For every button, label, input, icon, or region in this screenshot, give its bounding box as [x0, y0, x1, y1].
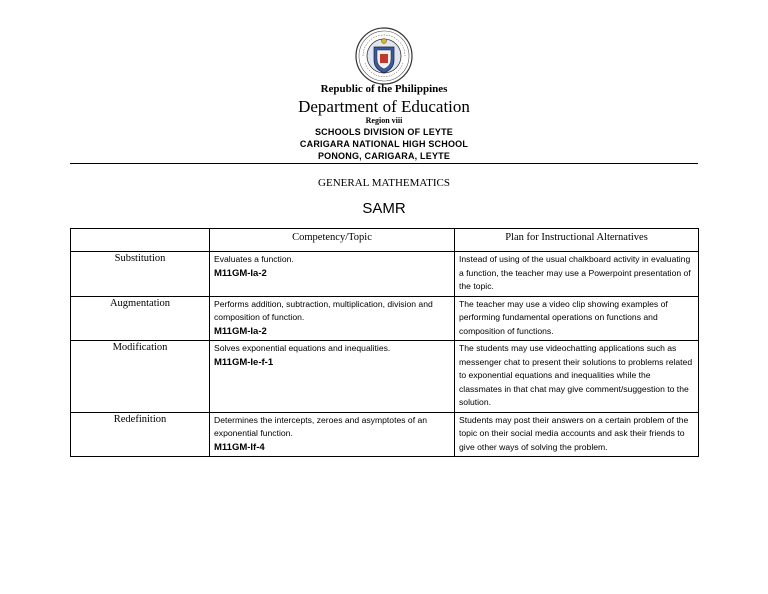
table-row [71, 252, 699, 297]
plan-text: Instead of using of the usual chalkboard activity in evaluating a function, the teacher may use a Powerpoint presentation of the topic. [455, 252, 699, 297]
plan-text: The students may use videochatting applications such as messenger chat to present their solutions to problems related to exponential equations and inequalities while the classmates in that chat may give comment/suggestion to the solution. [455, 341, 699, 413]
competency-cell [210, 412, 455, 457]
page-title: SAMR [362, 200, 406, 217]
competency-code: M11GM-Ie-f-1 [214, 356, 274, 368]
samr-table [70, 228, 699, 457]
table-header-row [71, 229, 699, 252]
competency-text: Evaluates a function. [214, 254, 294, 264]
plan-text: The teacher may use a video clip showing examples of performing fundamental operations on functions and composition of functions. [455, 296, 699, 341]
subject-title: GENERAL MATHEMATICS [318, 177, 450, 189]
deped-seal-logo [355, 27, 413, 85]
competency-code: M11GM-If-4 [214, 441, 265, 453]
header-divider [70, 163, 698, 164]
republic-line: Republic of the Philippines [320, 83, 448, 95]
plan-text: Students may post their answers on a certain problem of the topic on their social media accounts and ask their friends to give other ways of solving the problem. [455, 412, 699, 457]
samr-level: Substitution [71, 252, 210, 297]
competency-cell [210, 341, 455, 413]
column-header-competency: Competency/Topic [210, 229, 455, 252]
department-title: Department of Education [298, 97, 470, 116]
school-address: PONONG, CARIGARA, LEYTE [317, 151, 451, 161]
samr-level: Augmentation [71, 296, 210, 341]
region-line: Region viii [365, 116, 403, 125]
competency-code: M11GM-Ia-2 [214, 267, 267, 279]
table-row [71, 341, 699, 413]
division-line: SCHOOLS DIVISION OF LEYTE [314, 127, 453, 137]
table-row [71, 412, 699, 457]
column-header-plan: Plan for Instructional Alternatives [455, 229, 699, 252]
samr-level: Redefinition [71, 412, 210, 457]
competency-text: Performs addition, subtraction, multiplication, division and composition of function. [214, 298, 433, 322]
competency-cell [210, 252, 455, 297]
table-row [71, 296, 699, 341]
column-header-level [71, 229, 210, 252]
competency-text: Solves exponential equations and inequalities. [214, 343, 391, 353]
samr-level: Modification [71, 341, 210, 413]
school-name: CARIGARA NATIONAL HIGH SCHOOL [299, 139, 469, 149]
competency-code: M11GM-Ia-2 [214, 325, 267, 337]
competency-cell [210, 296, 455, 341]
competency-text: Determines the intercepts, zeroes and asymptotes of an exponential function. [214, 414, 428, 438]
